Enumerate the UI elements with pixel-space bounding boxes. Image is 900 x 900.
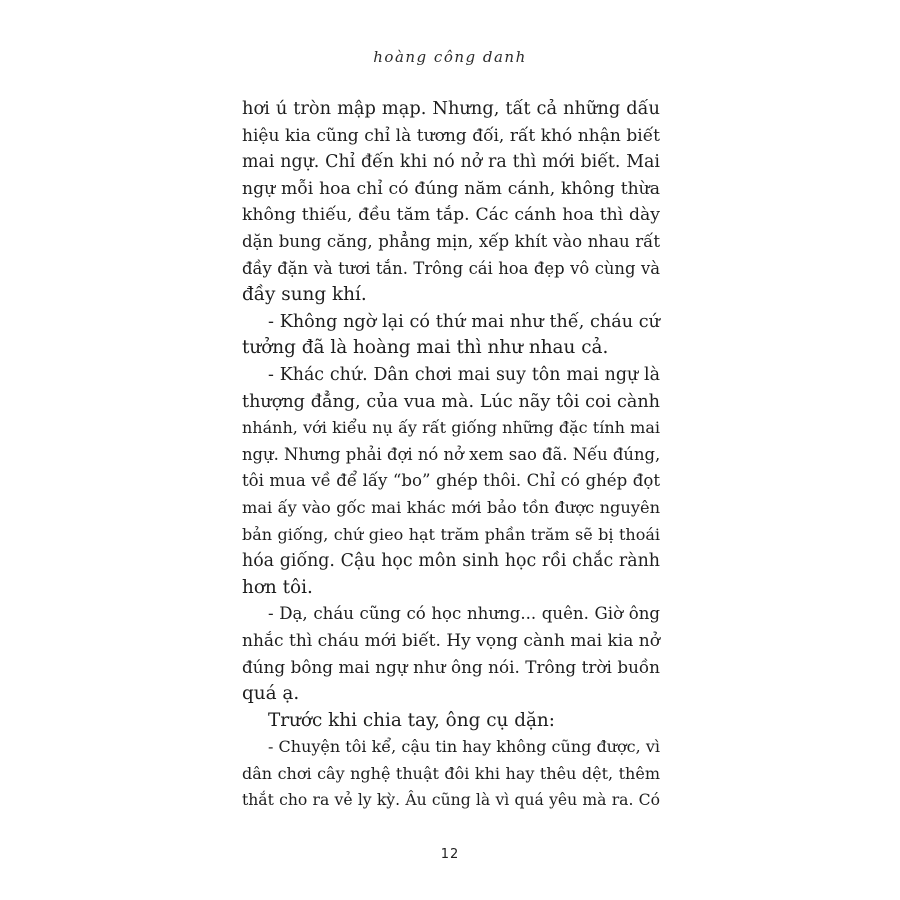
text-line: ngự mỗi hoa chỉ có đúng năm cánh, không thừa — [242, 178, 660, 199]
paragraph-1 — [242, 96, 660, 309]
text-line: ngự. Nhưng phải đợi nó nở xem sao đã. Nếu đúng, — [242, 444, 661, 464]
body-text — [242, 96, 660, 814]
text-line: không thiếu, đều tăm tắp. Các cánh hoa thì dày — [242, 205, 660, 226]
paragraph-2 — [242, 309, 660, 362]
paragraph-5 — [242, 708, 660, 735]
text-line: đầy đặn và tươi tắn. Trông cái hoa đẹp vô cùng và — [242, 258, 660, 278]
text-line: Trước khi chia tay, ông cụ dặn: — [268, 709, 555, 731]
text-line: nhắc thì cháu mới biết. Hy vọng cành mai kia nở — [242, 630, 660, 651]
text-line: đầy sung khí. — [242, 284, 367, 306]
text-line: - Chuyện tôi kể, cậu tin hay không cũng được, vì — [268, 737, 660, 757]
paragraph-3 — [242, 362, 660, 601]
text-line: đúng bông mai ngự như ông nói. Trông trời buồn — [242, 657, 660, 678]
paragraph-4 — [242, 601, 660, 707]
paragraph-6 — [242, 734, 660, 814]
running-header-author: hoàng công danh — [373, 48, 527, 66]
text-line: mai ngự. Chỉ đến khi nó nở ra thì mới biết. Mai — [242, 152, 660, 173]
text-line: nhánh, với kiểu nụ ấy rất giống những đặc tính mai — [242, 418, 660, 438]
text-line: hơn tôi. — [242, 576, 313, 598]
text-line: dân chơi cây nghệ thuật đôi khi hay thêu dệt, thêm — [242, 763, 660, 783]
text-line: tưởng đã là hoàng mai thì như nhau cả. — [242, 337, 609, 359]
text-line: hơi ú tròn mập mạp. Nhưng, tất cả những dấu — [242, 98, 660, 119]
text-line: thượng đẳng, của vua mà. Lúc nãy tôi coi cành — [242, 391, 660, 412]
text-line: - Dạ, cháu cũng có học nhưng... quên. Giờ ông — [268, 604, 660, 624]
text-line: quá ạ. — [242, 683, 300, 705]
text-line: thắt cho ra vẻ ly kỳ. Âu cũng là vì quá yêu mà ra. Có — [242, 791, 660, 810]
text-line: tôi mua về để lấy “bo” ghép thôi. Chỉ có ghép đọt — [242, 471, 660, 491]
text-line: - Không ngờ lại có thứ mai như thế, cháu cứ — [268, 311, 660, 332]
text-line: hiệu kia cũng chỉ là tương đối, rất khó nhận biết — [242, 125, 660, 146]
text-line: bản giống, chứ gieo hạt trăm phần trăm sẽ bị thoái — [242, 524, 660, 544]
text-line: - Khác chứ. Dân chơi mai suy tôn mai ngự là — [268, 364, 660, 385]
text-line: dặn bung căng, phẳng mịn, xếp khít vào nhau rất — [242, 231, 660, 251]
text-line: mai ấy vào gốc mai khác mới bảo tồn được nguyên — [242, 497, 660, 517]
page-number: 12 — [440, 847, 460, 862]
text-line: hóa giống. Cậu học môn sinh học rồi chắc rành — [242, 551, 660, 572]
